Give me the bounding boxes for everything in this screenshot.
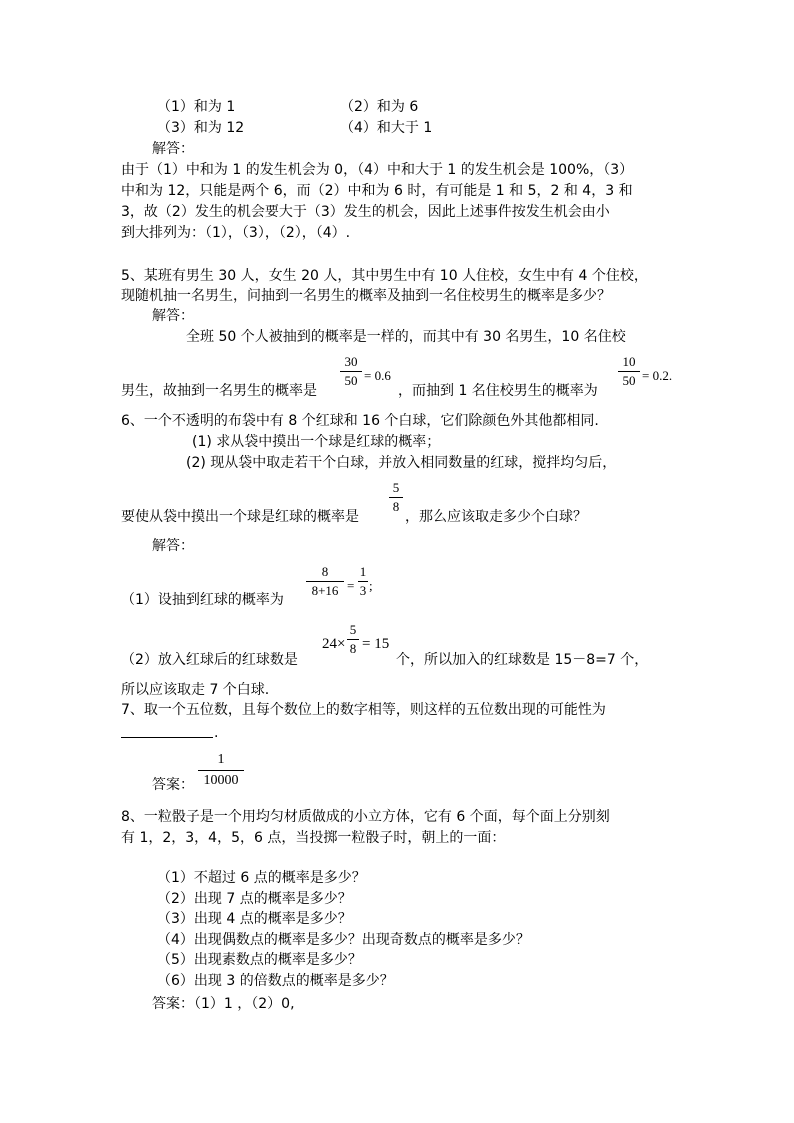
q6-fraction-target [389, 481, 403, 514]
fraction-denominator: 8 [392, 499, 400, 514]
fraction-denominator: 8+16 [311, 583, 339, 598]
q6-question-line-4b: ，那么应该取走多少个白球？ [405, 509, 587, 525]
list-item: （6）出现 3 的倍数点的概率是多少？ [157, 973, 394, 989]
q7-blank-period: . [214, 725, 219, 741]
q6-solution-2-text: （2）放入红球后的红球数是 [121, 652, 298, 668]
q5-solution-line-2a: 男生，故抽到一名男生的概率是 [121, 383, 317, 399]
q6-solution-1-text: （1）设抽到红球的概率为 [121, 592, 284, 608]
q4-option-1: （1）和为 1 [157, 99, 236, 115]
q4-solution-line-2: 中和为 12，只能是两个 6，而（2）中和为 6 时，有可能是 1 和 5，2 和 4，3 和 [121, 183, 633, 199]
q6-solution-1-result [358, 565, 368, 598]
list-item: （1）不超过 6 点的概率是多少？ [157, 870, 366, 886]
fraction-bar [358, 581, 368, 582]
q6-answer-label: 解答： [152, 538, 194, 554]
list-item: （5）出现素数点的概率是多少？ [157, 952, 362, 968]
q6-solution-1-fraction [306, 565, 344, 598]
q5-fraction-boarders-result: = 0.2. [642, 368, 673, 383]
fraction-denominator: 8 [349, 641, 357, 656]
fraction-numerator: 8 [321, 564, 329, 579]
q5-fraction-boarders [618, 355, 640, 388]
fraction-bar [347, 639, 359, 640]
q4-option-4: （4）和大于 1 [340, 120, 433, 136]
fraction-numerator: 30 [344, 354, 358, 369]
q7-answer-label: 答案： [152, 777, 194, 793]
q6-question-part-2: (2) 现从袋中取走若干个白球，并放入相同数量的红球，搅拌均匀后， [186, 455, 617, 471]
q5-solution-line-1: 全班 50 个人被抽到的概率是一样的，而其中有 30 名男生，10 名住校 [186, 329, 626, 345]
list-item: （2）出现 7 点的概率是多少？ [157, 891, 352, 907]
fraction-numerator: 5 [392, 480, 400, 495]
fraction-numerator: 1 [217, 752, 225, 767]
q8-question-line-2: 有 1，2，3，4，5，6 点，当投掷一粒骰子时，朝上的一面： [121, 830, 506, 846]
q6-question-line-4a: 要使从袋中摸出一个球是红球的概率是 [121, 509, 359, 525]
fraction-numerator: 1 [359, 564, 367, 579]
q7-answer-blank [121, 737, 213, 738]
q6-question-part-1: (1) 求从袋中摸出一个球是红球的概率； [192, 434, 441, 450]
fraction-denominator: 50 [344, 373, 358, 388]
fraction-bar [340, 371, 362, 372]
q6-solution-2-fraction [347, 623, 359, 656]
q4-option-3: （3）和为 12 [157, 120, 245, 136]
q6-solution-2-prefix: 24× [322, 636, 346, 652]
q5-question-line-2: 现随机抽一名男生，问抽到一名男生的概率及抽到一名住校男生的概率是多少？ [121, 288, 611, 304]
q5-fraction-boys [340, 355, 362, 388]
fraction-bar [198, 770, 244, 771]
fraction-bar [389, 497, 403, 498]
fraction-bar [618, 371, 640, 372]
q5-fraction-boys-result: = 0.6 [364, 368, 391, 383]
q6-solution-1-equals: = [347, 578, 355, 593]
q6-solution-2-line-2: 所以应该取走 7 个白球. [121, 682, 270, 698]
fraction-bar [306, 581, 344, 582]
list-item: （3）出现 4 点的概率是多少？ [157, 911, 352, 927]
q5-solution-line-2b: ，而抽到 1 名住校男生的概率为 [398, 383, 598, 399]
q4-solution-line-3: 3，故（2）发生的机会要大于（3）发生的机会，因此上述事件按发生机会由小 [121, 204, 610, 220]
q4-solution-line-4: 到大排列为：（1），（3），（2），（4）. [121, 225, 351, 241]
q4-answer-label: 解答： [152, 141, 194, 157]
q5-answer-label: 解答： [152, 308, 194, 324]
fraction-denominator: 50 [622, 373, 636, 388]
q6-solution-1-tail: ; [369, 578, 373, 593]
q8-question-line-1: 8、一粒骰子是一个用均匀材质做成的小立方体，它有 6 个面，每个面上分别刻 [121, 809, 610, 825]
fraction-numerator: 10 [622, 354, 636, 369]
fraction-numerator: 5 [349, 622, 357, 637]
q6-solution-2-after: 个，所以加入的红球数是 15－8=7 个， [396, 652, 649, 668]
q4-solution-line-1: 由于（1）中和为 1 的发生机会为 0，（4）中和大于 1 的发生机会是 100%，（3） [121, 162, 634, 178]
fraction-denominator: 10000 [203, 773, 239, 788]
fraction-denominator: 3 [359, 583, 367, 598]
list-item: （4）出现偶数点的概率是多少？出现奇数点的概率是多少？ [157, 932, 530, 948]
q7-answer-fraction [198, 752, 244, 789]
q8-answer: 答案：（1）1 ，（2）0, [152, 996, 295, 1012]
q6-question-line-1: 6、一个不透明的布袋中有 8 个红球和 16 个白球，它们除颜色外其他都相同. [121, 413, 599, 429]
q7-question-line-1: 7、取一个五位数，且每个数位上的数字相等，则这样的五位数出现的可能性为 [121, 702, 606, 718]
q5-question-line-1: 5、某班有男生 30 人，女生 20 人，其中男生中有 10 人住校，女生中有 4 个住校， [121, 268, 648, 284]
q4-option-2: （2）和为 6 [340, 99, 419, 115]
q6-solution-2-result: = 15 [362, 636, 390, 652]
